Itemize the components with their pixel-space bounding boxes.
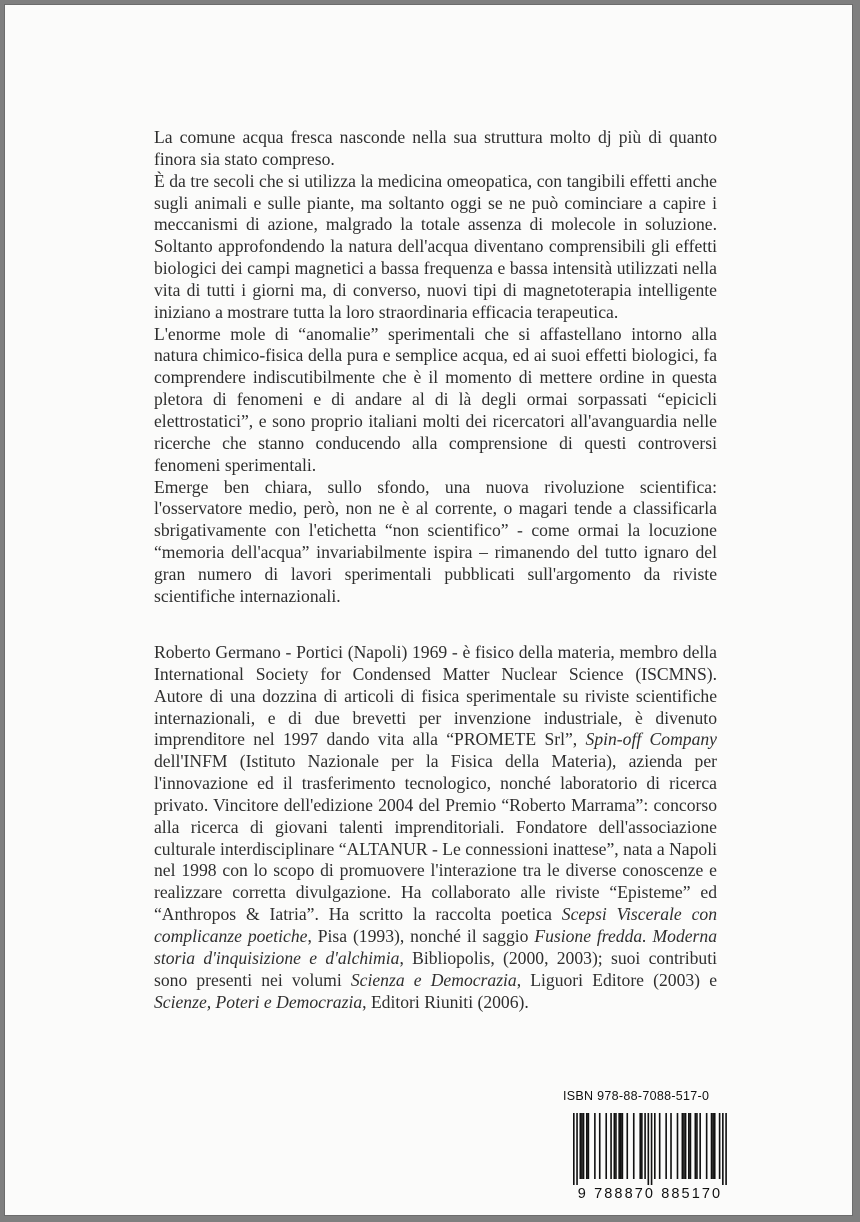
barcode-bar <box>654 1113 656 1179</box>
bio-text-6: , Editori Riuniti (2006). <box>362 991 529 1012</box>
author-bio-paragraph <box>154 642 717 1013</box>
description-paragraph-3: L'enorme mole di “anomalie” sperimentali che si affastellano intorno alla natura chimico-fisica della pura e semplice acqua, ed ai suoi effetti biologici, fa comprendere indiscutibilmente che è il momento di mettere ordine in questa pletora di fenomeni e di andare al di là degli ormai sorpassati “epicicli elettrostatici”, e sono proprio italiani molti dei ricercatori all'avanguardia nelle ricerche che stanno conducendo alla comprensione di questi controversi fenomeni sperimentali. <box>154 323 717 475</box>
barcode-bar <box>695 1113 697 1179</box>
barcode-bar <box>722 1113 724 1185</box>
barcode-bar <box>683 1113 685 1179</box>
barcode-bar <box>648 1113 650 1185</box>
bio-italic-poetry-title: Scepsi Viscerale con complicanze poetiche <box>154 904 718 946</box>
barcode-bar <box>670 1113 672 1179</box>
barcode-bar <box>579 1113 581 1179</box>
bio-italic-essay-title: Fusione fredda. Moderna storia d'inquisizione e d'alchimia <box>154 925 717 968</box>
barcode-graphic <box>561 1113 739 1185</box>
barcode-bar <box>711 1113 713 1179</box>
bio-italic-volume-1: Scienza e Democrazia <box>350 969 517 990</box>
author-bio <box>154 642 717 1013</box>
barcode-bar <box>576 1113 578 1185</box>
bio-text-2: dell'INFM (Istituto Nazionale per la Fisica della Materia), azienda per l'innovazione ed il trasferimento tecnologico, nonché laboratorio di ricerca privato. Vincitore dell'edizione 2004 del Premio “Roberto Marrama”: concorso alla ricerca di giovani talenti imprenditoriali. Fondatore dell'associazione culturale interdisciplinare “ALTANUR - Le connessioni inattese”, nata a Napoli nel 1998 con lo scopo di promuovere l'interazione tra le diverse conoscenze e realizzare corretta divulgazione. Ha collaborato alle riviste “Episteme” ed “Anthropos & Iatria”. Ha scritto la raccolta poetica <box>154 751 717 925</box>
barcode-digits: 9 788870 885170 <box>577 1186 723 1202</box>
barcode-bar <box>644 1113 646 1179</box>
barcode-bar <box>633 1113 635 1179</box>
barcode-bar <box>641 1113 643 1179</box>
barcode-bar <box>622 1113 624 1179</box>
barcode-bar <box>699 1113 701 1179</box>
book-back-cover <box>4 4 853 1216</box>
barcode-bar <box>690 1113 692 1179</box>
barcode-bar <box>615 1113 617 1179</box>
barcode-bar <box>626 1113 628 1179</box>
barcode-bar <box>610 1113 612 1179</box>
bio-text-5: , Liguori Editore (2003) e <box>516 969 717 990</box>
book-description <box>154 127 717 608</box>
isbn-label: ISBN 978-88-7088-517-0 <box>563 1089 710 1103</box>
barcode-bar <box>586 1113 588 1179</box>
barcode-bar <box>651 1113 653 1185</box>
barcode-bar <box>639 1113 641 1179</box>
barcode-bar <box>583 1113 585 1179</box>
bio-text-1: Roberto Germano - Portici (Napoli) 1969 - è fisico della materia, membro della International Society for Condensed Matter Nuclear Science (ISCMNS). Autore di una dozzina di articoli di fisica sperimentale su riviste scientifiche internazionali, e di due brevetti per invenzione industriale, è divenuto imprenditore nel 1997 dando vita alla “PROMETE Srl”, <box>154 642 717 750</box>
description-paragraph-1: La comune acqua fresca nasconde nella sua struttura molto dj più di quanto finora sia stato compreso. <box>154 127 717 169</box>
barcode-bar <box>677 1113 679 1179</box>
bio-italic-volume-2: Scienze, Poteri e Democrazia <box>154 991 363 1012</box>
barcode-bar <box>573 1113 575 1185</box>
barcode-bar <box>620 1113 622 1179</box>
barcode-bar <box>714 1113 716 1179</box>
barcode-bar <box>725 1113 727 1185</box>
barcode-bar <box>588 1113 590 1179</box>
barcode-bar <box>614 1113 616 1179</box>
bio-text-4: , Bibliopolis, (2000, 2003); suoi contributi sono presenti nei volumi <box>154 947 717 990</box>
barcode-bar <box>665 1113 667 1179</box>
description-paragraph-2: È da tre secoli che si utilizza la medicina omeopatica, con tangibili effetti anche sugli animali e sulle piante, ma soltanto oggi se ne può cominciare a capire i meccanismi di azione, malgrado la totale assenza di molecole in soluzione. Soltanto approfondendo la natura dell'acqua diventano comprensibili gli effetti biologici dei campi magnetici a bassa frequenza e bassa intensità utilizzati nella vita di tutti i giorni ma, di converso, nuovi tipi di magnetoterapia intelligente iniziano a mostrare tutta la loro straordinaria efficacia terapeutica. <box>154 170 717 322</box>
barcode-bar <box>688 1113 690 1179</box>
barcode-bar <box>599 1113 601 1179</box>
description-paragraph-4: Emerge ben chiara, sullo sfondo, una nuova rivoluzione scientifica: l'osservatore medio, però, non ne è al corrente, o magari tende a classificarla sbrigativamente con l'etichetta “non scientifico” - come ormai la locuzione “memoria dell'acqua” invariabilmente ispira – rimanendo del tutto ignaro del gran numero di lavori sperimentali pubblicati sull'argomento da riviste scientifiche internazionali. <box>154 476 717 606</box>
barcode-bar <box>712 1113 714 1179</box>
bio-text-3: , Pisa (1993), nonché il saggio <box>307 925 535 946</box>
barcode-bar <box>581 1113 583 1179</box>
bio-italic-company: Spin-off Company <box>585 729 717 750</box>
barcode-bar <box>719 1113 721 1179</box>
barcode-bar <box>685 1113 687 1179</box>
barcode-bar <box>605 1113 607 1179</box>
barcode-bar <box>682 1113 684 1179</box>
barcode-bar <box>618 1113 620 1179</box>
barcode-bar <box>696 1113 698 1179</box>
barcode-bar <box>594 1113 596 1179</box>
isbn-barcode-block <box>561 1089 739 1207</box>
barcode-bar <box>706 1113 708 1179</box>
barcode-bar <box>659 1113 661 1179</box>
